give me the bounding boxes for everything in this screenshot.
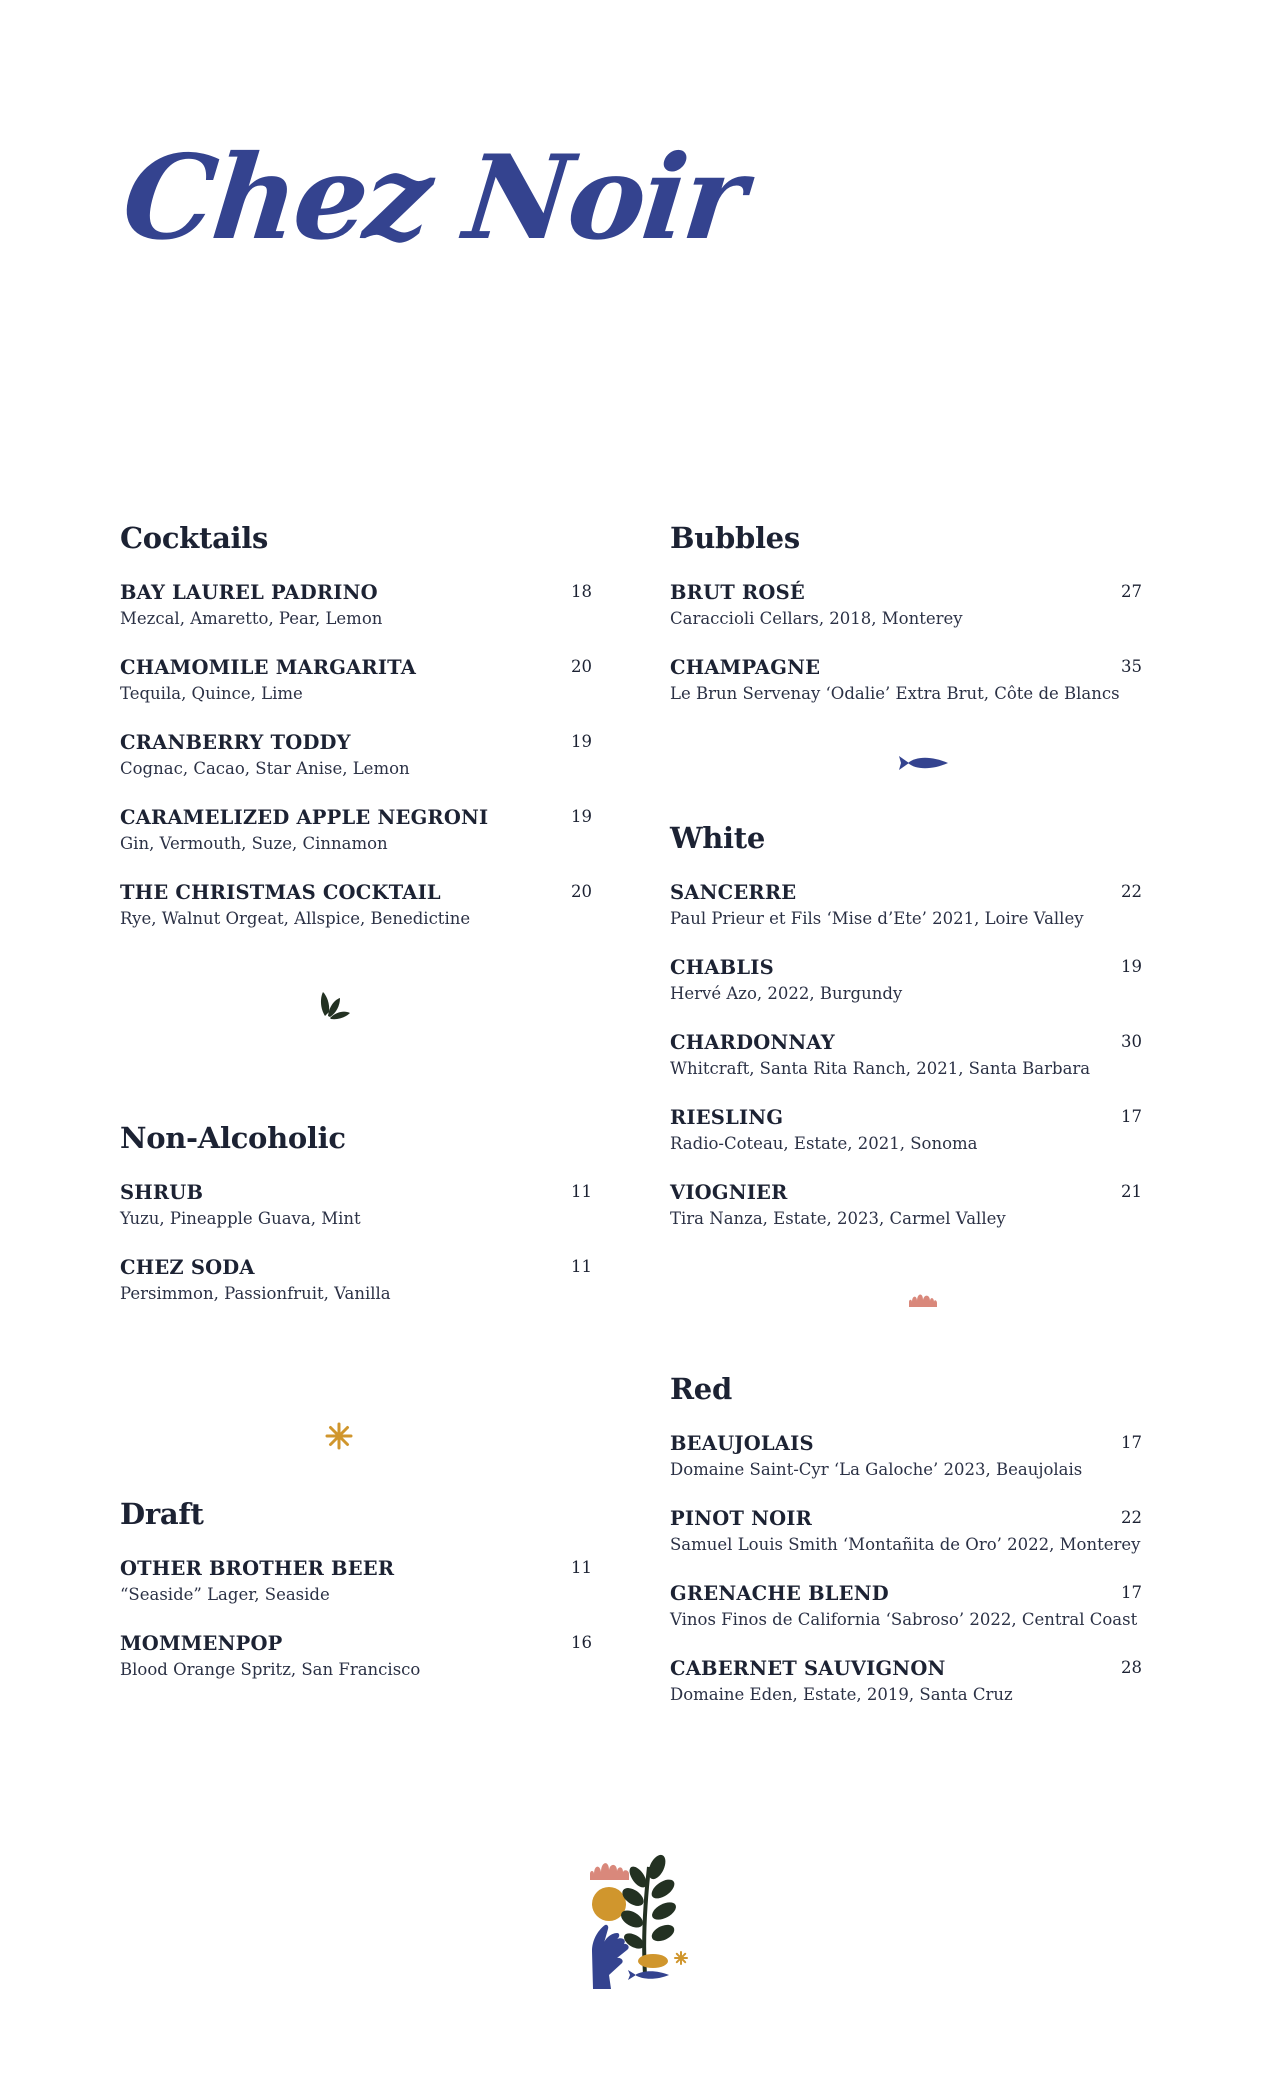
item-description: Radio-Coteau, Estate, 2021, Sonoma xyxy=(670,1134,978,1153)
hand-shape xyxy=(592,1925,629,1989)
section-title: Bubbles xyxy=(670,521,800,555)
menu-item xyxy=(670,655,1142,730)
item-price: 11 xyxy=(571,1257,592,1276)
item-price: 11 xyxy=(571,1558,592,1577)
item-description: Mezcal, Amaretto, Pear, Lemon xyxy=(120,609,383,628)
menu-item xyxy=(670,1180,1142,1255)
section-bubbles xyxy=(670,520,1142,730)
item-description: Tira Nanza, Estate, 2023, Carmel Valley xyxy=(670,1209,1006,1228)
item-description: Hervé Azo, 2022, Burgundy xyxy=(670,984,903,1003)
menu-item xyxy=(120,1556,592,1631)
item-description: Vinos Finos de California ‘Sabroso’ 2022, Central Coast xyxy=(670,1610,1138,1629)
item-price: 35 xyxy=(1121,657,1142,676)
item-name: CARAMELIZED APPLE NEGRONI xyxy=(120,806,489,829)
small-sparkle-shape xyxy=(675,1952,687,1964)
item-description: Caraccioli Cellars, 2018, Monterey xyxy=(670,609,963,628)
restaurant-logo-wordmark: Chez Noir xyxy=(116,130,750,266)
menu-item xyxy=(120,805,592,880)
menu-item xyxy=(670,580,1142,655)
item-description: Persimmon, Passionfruit, Vanilla xyxy=(120,1284,391,1303)
menu-item xyxy=(670,955,1142,1030)
item-name: SANCERRE xyxy=(670,881,797,904)
item-name: CRANBERRY TODDY xyxy=(120,731,351,754)
sparkle-icon xyxy=(325,1422,353,1450)
menu-item xyxy=(120,1255,592,1330)
section-white xyxy=(670,820,1142,1255)
item-description: Le Brun Servenay ‘Odalie’ Extra Brut, Côte de Blancs xyxy=(670,684,1120,703)
section-title: Draft xyxy=(120,1497,204,1531)
item-price: 21 xyxy=(1121,1182,1142,1201)
menu-item xyxy=(120,1180,592,1255)
sun-shape xyxy=(592,1887,626,1921)
section-red xyxy=(670,1371,1142,1731)
botanical-illustration xyxy=(587,1853,691,1993)
item-name: CHEZ SODA xyxy=(120,1256,255,1279)
item-description: Yuzu, Pineapple Guava, Mint xyxy=(120,1209,361,1228)
item-price: 19 xyxy=(1121,957,1142,976)
item-name: CHABLIS xyxy=(670,956,774,979)
menu-item xyxy=(670,1431,1142,1506)
item-description: Tequila, Quince, Lime xyxy=(120,684,303,703)
item-price: 20 xyxy=(571,657,592,676)
item-price: 19 xyxy=(571,807,592,826)
item-price: 28 xyxy=(1121,1658,1142,1677)
item-price: 17 xyxy=(1121,1433,1142,1452)
item-name: BEAUJOLAIS xyxy=(670,1432,814,1455)
section-title: White xyxy=(670,821,766,855)
item-name: OTHER BROTHER BEER xyxy=(120,1557,395,1580)
item-price: 22 xyxy=(1121,882,1142,901)
item-price: 27 xyxy=(1121,582,1142,601)
item-description: Domaine Saint-Cyr ‘La Galoche’ 2023, Beaujolais xyxy=(670,1460,1083,1479)
section-cocktails xyxy=(120,520,592,955)
item-name: VIOGNIER xyxy=(670,1181,788,1204)
item-price: 17 xyxy=(1121,1107,1142,1126)
section-draft xyxy=(120,1496,592,1706)
section-title: Cocktails xyxy=(120,521,269,555)
item-name: BAY LAUREL PADRINO xyxy=(120,581,378,604)
coral-icon xyxy=(908,1290,938,1308)
fish-icon xyxy=(898,754,950,772)
menu-item xyxy=(670,1105,1142,1180)
item-name: CABERNET SAUVIGNON xyxy=(670,1657,946,1680)
item-name: SHRUB xyxy=(120,1181,204,1204)
section-title: Non-Alcoholic xyxy=(120,1121,346,1155)
menu-item xyxy=(670,1656,1142,1731)
item-description: “Seaside” Lager, Seaside xyxy=(120,1585,330,1604)
section-title: Red xyxy=(670,1372,732,1406)
item-name: CHARDONNAY xyxy=(670,1031,835,1054)
coral-shape xyxy=(590,1863,629,1880)
menu-item xyxy=(670,1030,1142,1105)
item-description: Rye, Walnut Orgeat, Allspice, Benedictine xyxy=(120,909,471,928)
menu-item xyxy=(670,1581,1142,1656)
item-description: Whitcraft, Santa Rita Ranch, 2021, Santa Barbara xyxy=(670,1059,1091,1078)
item-name: PINOT NOIR xyxy=(670,1507,813,1530)
menu-item xyxy=(120,655,592,730)
menu-item xyxy=(120,580,592,655)
item-price: 16 xyxy=(571,1633,592,1652)
item-price: 11 xyxy=(571,1182,592,1201)
menu-item xyxy=(120,880,592,955)
item-price: 20 xyxy=(571,882,592,901)
leaf-icon xyxy=(319,990,353,1020)
item-description: Cognac, Cacao, Star Anise, Lemon xyxy=(120,759,410,778)
small-fish-shape xyxy=(628,1970,669,1980)
item-name: BRUT ROSÉ xyxy=(670,581,805,604)
section-non-alcoholic xyxy=(120,1120,592,1330)
menu-item xyxy=(670,880,1142,955)
item-name: THE CHRISTMAS COCKTAIL xyxy=(120,881,441,904)
item-name: MOMMENPOP xyxy=(120,1632,283,1655)
item-description: Paul Prieur et Fils ‘Mise d’Ete’ 2021, Loire Valley xyxy=(670,909,1084,928)
item-price: 18 xyxy=(571,582,592,601)
menu-item xyxy=(670,1506,1142,1581)
item-name: CHAMOMILE MARGARITA xyxy=(120,656,417,679)
seed-pod-shape xyxy=(638,1954,668,1968)
item-description: Blood Orange Spritz, San Francisco xyxy=(120,1660,421,1679)
menu-item xyxy=(120,730,592,805)
item-price: 17 xyxy=(1121,1583,1142,1602)
item-price: 22 xyxy=(1121,1508,1142,1527)
item-name: RIESLING xyxy=(670,1106,784,1129)
item-price: 30 xyxy=(1121,1032,1142,1051)
item-name: GRENACHE BLEND xyxy=(670,1582,889,1605)
item-name: CHAMPAGNE xyxy=(670,656,821,679)
item-description: Domaine Eden, Estate, 2019, Santa Cruz xyxy=(670,1685,1013,1704)
item-description: Gin, Vermouth, Suze, Cinnamon xyxy=(120,834,388,853)
item-description: Samuel Louis Smith ‘Montañita de Oro’ 2022, Monterey xyxy=(670,1535,1141,1554)
item-price: 19 xyxy=(571,732,592,751)
menu-item xyxy=(120,1631,592,1706)
